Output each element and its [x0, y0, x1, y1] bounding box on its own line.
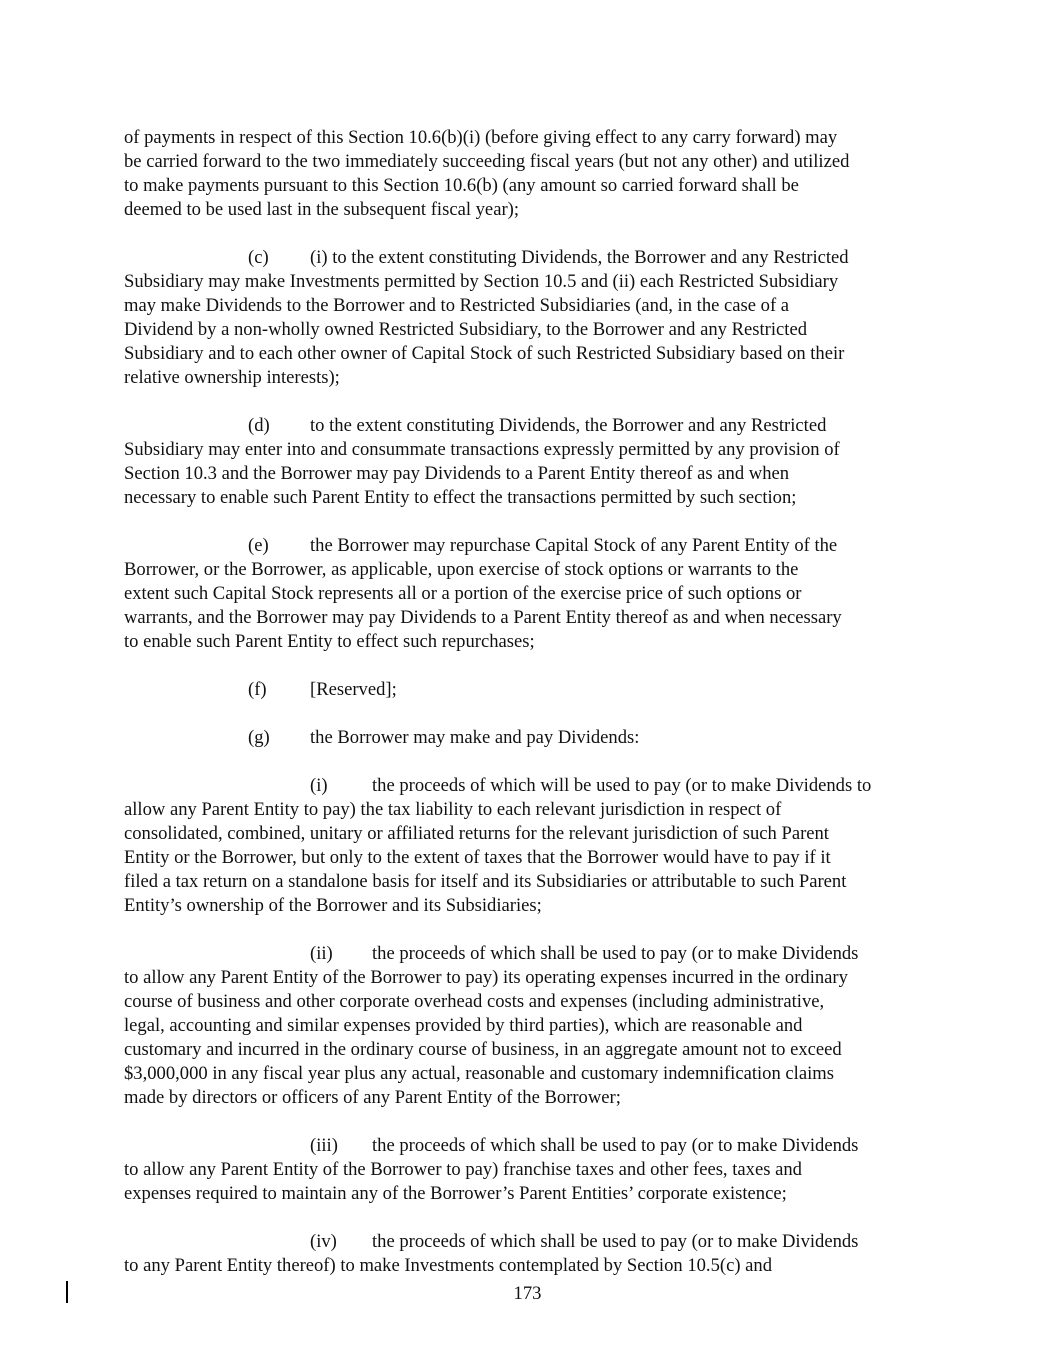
- clause-first-line: (i) to the extent constituting Dividends, the Borrower and any Restricted: [310, 247, 849, 268]
- document-page: [124, 126, 928, 1278]
- clause-e: [124, 534, 928, 654]
- text-line: customary and incurred in the ordinary course of business, in an aggregate amount not to exceed: [124, 1039, 842, 1060]
- subclause-ii: [124, 942, 928, 1110]
- clause-first-line: the Borrower may make and pay Dividends:: [310, 727, 640, 748]
- subclause-iii: [124, 1134, 928, 1206]
- subclause-first-line: the proceeds of which will be used to pay (or to make Dividends to: [372, 775, 872, 796]
- clause-g: [124, 726, 928, 750]
- text-line: to allow any Parent Entity of the Borrower to pay) its operating expenses incurred in the ordinary: [124, 967, 848, 988]
- clause-c: [124, 246, 928, 390]
- text-line: filed a tax return on a standalone basis for itself and its Subsidiaries or attributable to such Parent: [124, 871, 847, 892]
- text-line: Entity or the Borrower, but only to the extent of taxes that the Borrower would have to pay if it: [124, 847, 831, 868]
- clause-label: (c): [248, 247, 269, 268]
- text-line: of payments in respect of this Section 10.6(b)(i) (before giving effect to any carry forward) may: [124, 127, 838, 148]
- text-line: consolidated, combined, unitary or affiliated returns for the relevant jurisdiction of such Parent: [124, 823, 829, 844]
- text-line: expenses required to maintain any of the Borrower’s Parent Entities’ corporate existence;: [124, 1183, 787, 1204]
- text-line: may make Dividends to the Borrower and to Restricted Subsidiaries (and, in the case of a: [124, 295, 790, 316]
- text-line: to enable such Parent Entity to effect such repurchases;: [124, 631, 535, 652]
- subclause-label: (i): [310, 775, 328, 796]
- subclause-first-line: the proceeds of which shall be used to pay (or to make Dividends: [372, 943, 859, 964]
- clause-label: (d): [248, 415, 270, 436]
- text-line: be carried forward to the two immediately succeeding fiscal years (but not any other) and utilized: [124, 151, 850, 172]
- clause-label: (g): [248, 727, 270, 748]
- text-line: to make payments pursuant to this Section 10.6(b) (any amount so carried forward shall be: [124, 175, 799, 196]
- text-line: extent such Capital Stock represents all or a portion of the exercise price of such options or: [124, 583, 802, 604]
- subclause-iv: [124, 1230, 928, 1278]
- subclause-i: [124, 774, 928, 918]
- text-line: Subsidiary may make Investments permitted by Section 10.5 and (ii) each Restricted Subsidiary: [124, 271, 839, 292]
- text-line: allow any Parent Entity to pay) the tax liability to each relevant jurisdiction in respect of: [124, 799, 782, 820]
- text-line: to any Parent Entity thereof) to make Investments contemplated by Section 10.5(c) and: [124, 1255, 773, 1276]
- text-line: Subsidiary and to each other owner of Capital Stock of such Restricted Subsidiary based on their: [124, 343, 845, 364]
- clause-label: (e): [248, 535, 269, 556]
- subclause-label: (iii): [310, 1135, 338, 1156]
- page-number: 173: [513, 1283, 542, 1304]
- subclause-label: (ii): [310, 943, 333, 964]
- text-line: relative ownership interests);: [124, 367, 340, 388]
- text-line: Borrower, or the Borrower, as applicable, upon exercise of stock options or warrants to the: [124, 559, 799, 580]
- clause-first-line: the Borrower may repurchase Capital Stock of any Parent Entity of the: [310, 535, 838, 556]
- text-line: course of business and other corporate overhead costs and expenses (including administrative,: [124, 991, 825, 1012]
- text-line: deemed to be used last in the subsequent fiscal year);: [124, 199, 519, 220]
- text-line: Dividend by a non-wholly owned Restricted Subsidiary, to the Borrower and any Restricted: [124, 319, 808, 340]
- text-line: Subsidiary may enter into and consummate transactions expressly permitted by any provision of: [124, 439, 840, 460]
- subclause-label: (iv): [310, 1231, 337, 1252]
- text-line: Entity’s ownership of the Borrower and its Subsidiaries;: [124, 895, 542, 916]
- subclause-first-line: the proceeds of which shall be used to pay (or to make Dividends: [372, 1231, 859, 1252]
- text-line: to allow any Parent Entity of the Borrower to pay) franchise taxes and other fees, taxes and: [124, 1159, 802, 1180]
- text-line: Section 10.3 and the Borrower may pay Dividends to a Parent Entity thereof as and when: [124, 463, 790, 484]
- text-line: made by directors or officers of any Parent Entity of the Borrower;: [124, 1087, 621, 1108]
- clause-f: [124, 678, 928, 702]
- text-line: warrants, and the Borrower may pay Dividends to a Parent Entity thereof as and when necessary: [124, 607, 842, 628]
- text-line: $3,000,000 in any fiscal year plus any actual, reasonable and customary indemnification claims: [124, 1063, 834, 1084]
- clause-first-line: [Reserved];: [310, 679, 397, 700]
- clause-label: (f): [248, 679, 267, 700]
- subclause-first-line: the proceeds of which shall be used to pay (or to make Dividends: [372, 1135, 859, 1156]
- opening-paragraph: [124, 126, 928, 222]
- text-line: legal, accounting and similar expenses provided by third parties), which are reasonable and: [124, 1015, 803, 1036]
- clause-d: [124, 414, 928, 510]
- clause-first-line: to the extent constituting Dividends, the Borrower and any Restricted: [310, 415, 827, 436]
- text-line: necessary to enable such Parent Entity to effect the transactions permitted by such section;: [124, 487, 797, 508]
